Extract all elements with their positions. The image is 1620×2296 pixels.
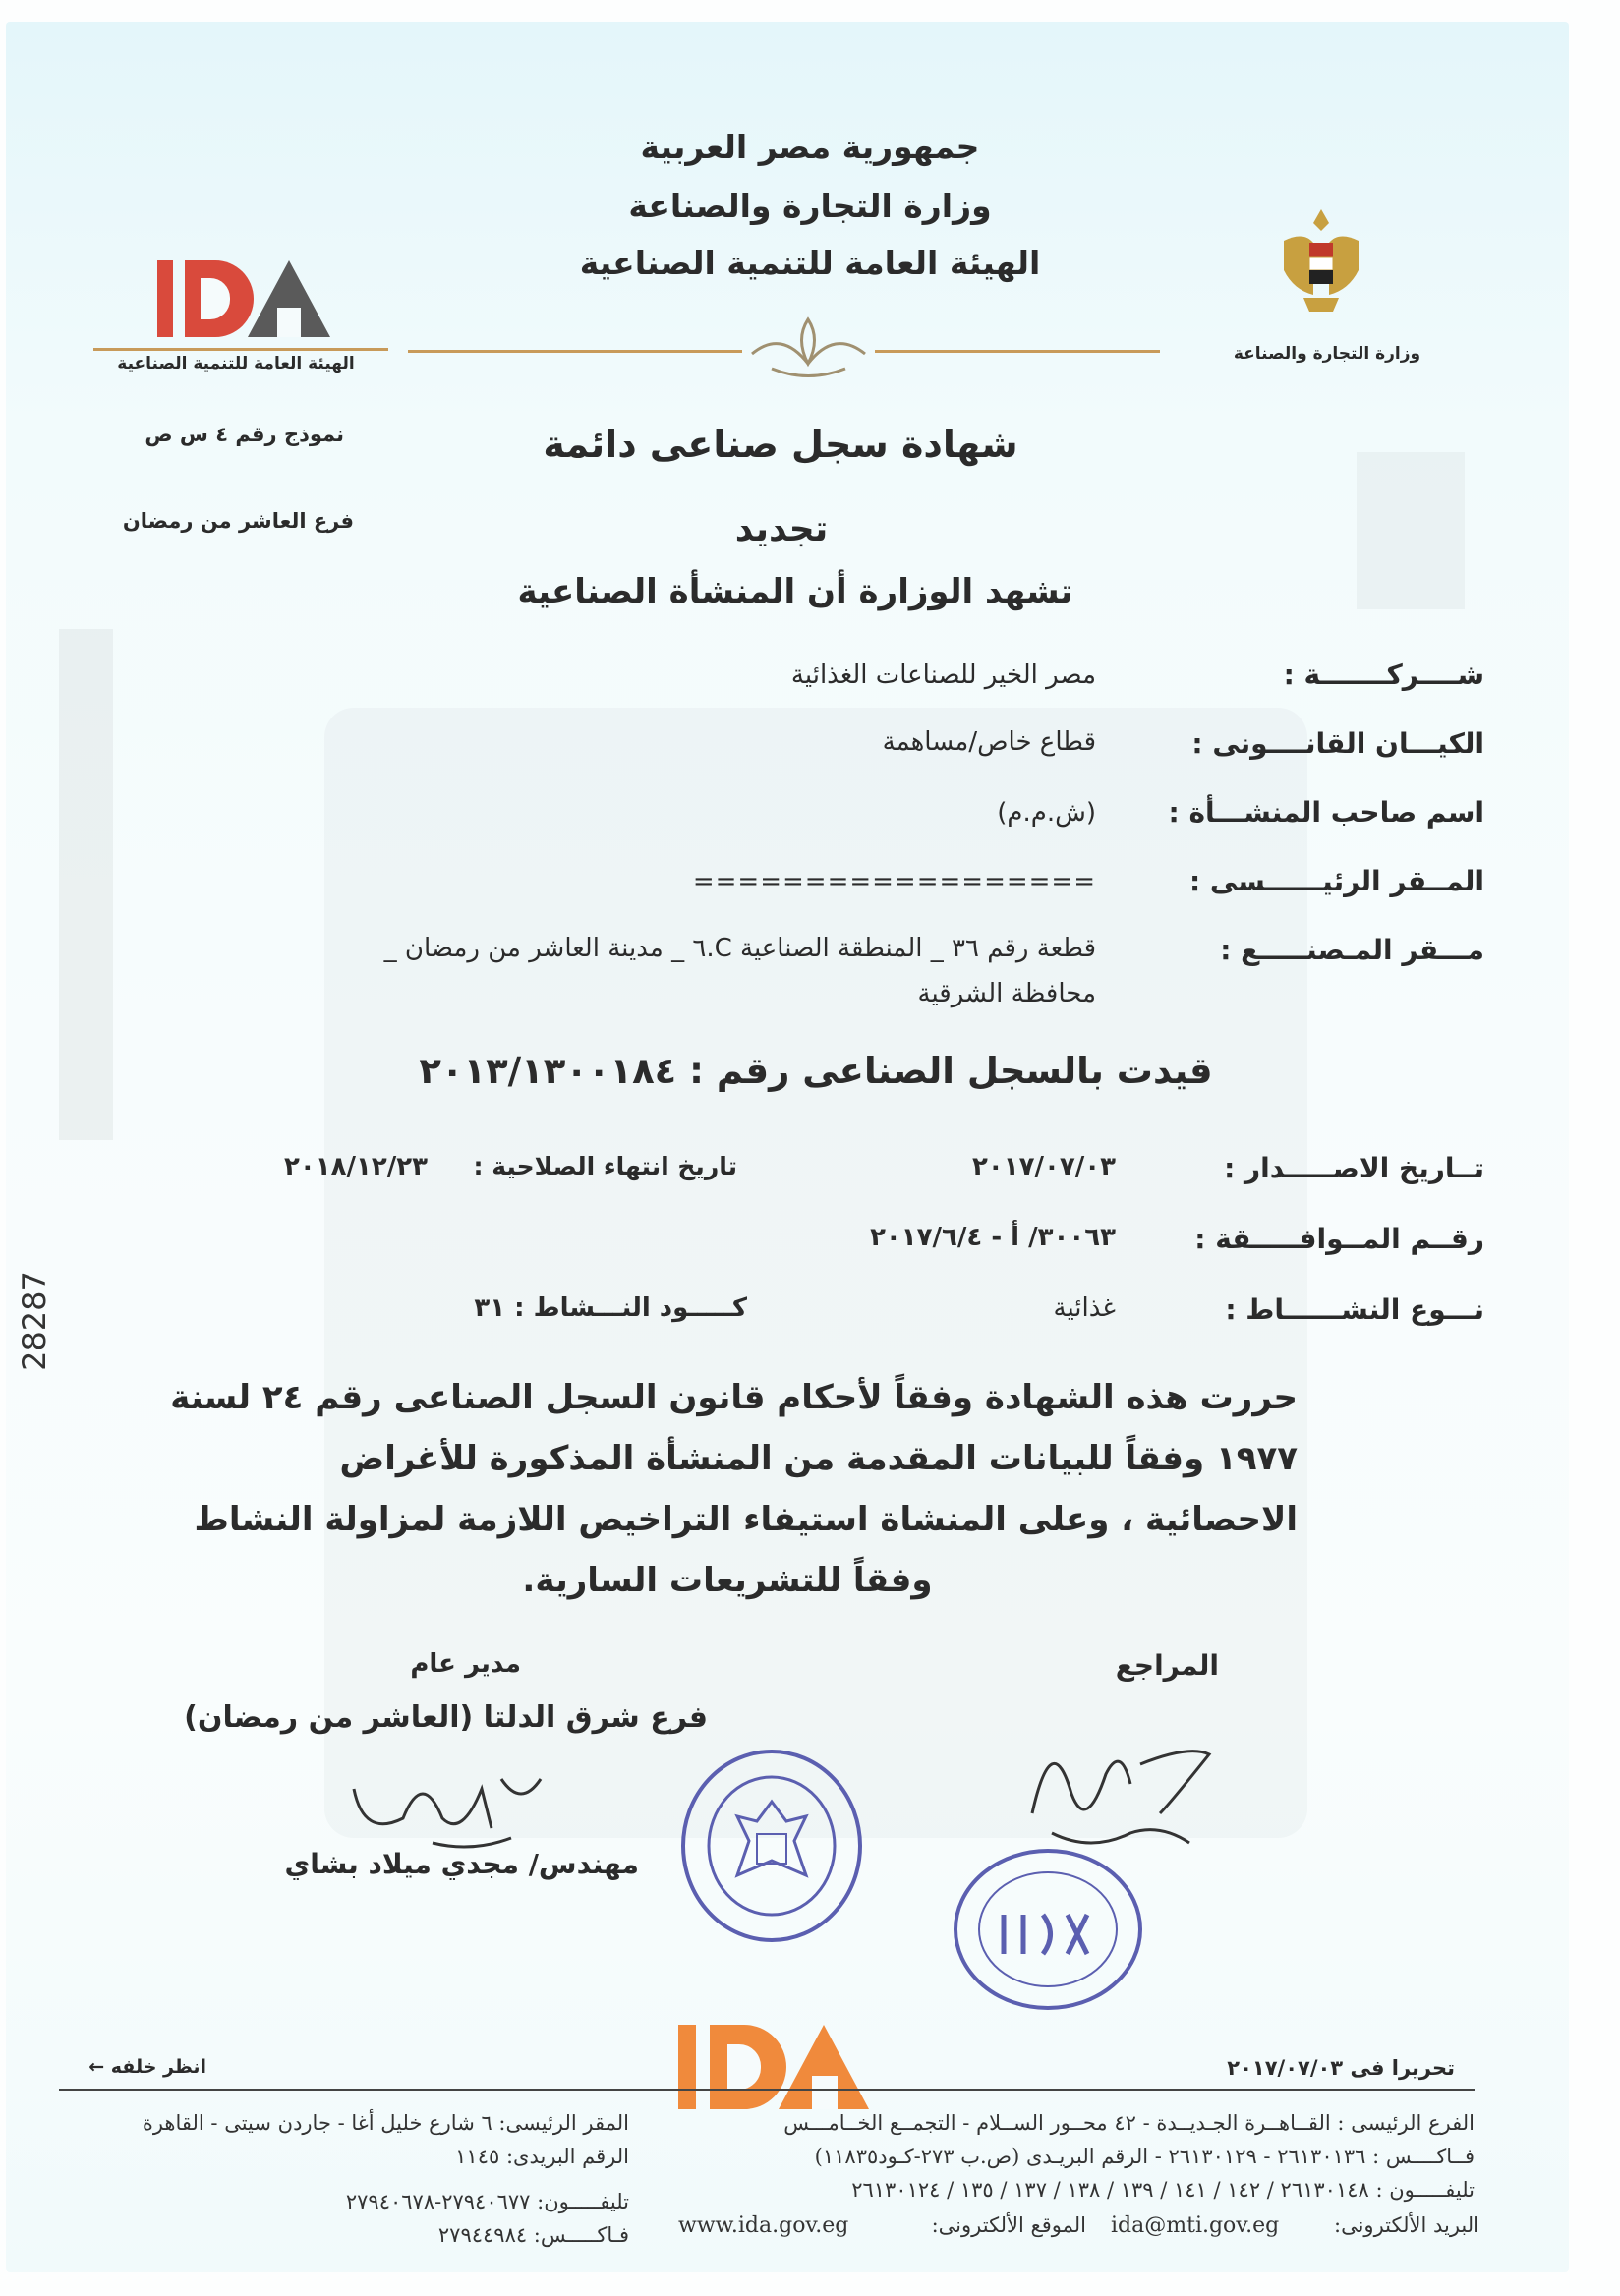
round-stamp-icon [950, 1846, 1146, 2013]
watermark-strip [59, 629, 113, 1140]
body-line-4: وفقاً للتشريعات السارية. [522, 1561, 933, 1600]
owner-value: (ش.م.م) [997, 798, 1096, 828]
hq-label: المــقر الرئيــــــسى : [1188, 865, 1484, 897]
branch-name: فرع العاشر من رمضان [122, 509, 354, 533]
registration-number: قيدت بالسجل الصناعى رقم : ٢٠١٣/١٣٠٠١٨٤ [419, 1050, 1213, 1092]
ida-logo-rule [93, 348, 388, 351]
footer-website[interactable]: www.ida.gov.eg [678, 2213, 849, 2238]
expiry-date-value: ٢٠١٨/١٢/٢٣ [284, 1152, 428, 1181]
manager-name: مهندس/ مجدي ميلاد بشاي [284, 1848, 639, 1880]
footer-rule [59, 2089, 1475, 2091]
ida-caption: الهيئة العامة للتنمية الصناعية [117, 354, 355, 373]
issue-date-label: تــاريخ الاصـــــدار : [1224, 1152, 1484, 1184]
footer-address-right: الفرع الرئيسى : القــاهــرة الجـديــدة - ٤٢ محــور الســلام - التجمــع الخــامـــس [783, 2111, 1475, 2135]
activity-code: كـــــود النـــشاط : ٣١ [474, 1293, 747, 1323]
footer-email-label: البريد الألكترونى: [1334, 2213, 1479, 2237]
reviewer-title: المراجع [1115, 1649, 1219, 1682]
footer-phone-right: تليفـــــون : ٢٦١٣٠١٤٨ / ١٤٢ / ١٤١ / ١٣٩ / ١٣٨ / ١٣٧ / ١٣٥ / ٢٦١٣٠١٢٤ [851, 2178, 1475, 2202]
header-line-1: جمهورية مصر العربية [640, 128, 980, 166]
approval-label: رقــم المــوافـــــقة : [1194, 1223, 1484, 1255]
ida-logo-top [157, 251, 334, 349]
certificate-intro: تشهد الوزارة أن المنشأة الصناعية [517, 572, 1073, 611]
body-line-1: حررت هذه الشهادة وفقاً لأحكام قانون السجل الصناعى رقم ٢٤ لسنة [170, 1378, 1298, 1417]
divider-right [875, 350, 1160, 353]
dated-note: تحريرا فى ٢٠١٧/٠٧/٠٣ [1227, 2056, 1455, 2080]
owner-label: اسم صاحب المنشـــأة : [1168, 796, 1484, 829]
issue-date-value: ٢٠١٧/٠٧/٠٣ [972, 1152, 1116, 1181]
legal-entity-label: الكيـــان القانــــونى : [1191, 727, 1484, 760]
body-line-2: ١٩٧٧ وفقاً للبيانات المقدمة من المنشأة المذكورة للأغراض [339, 1439, 1298, 1478]
footer-email[interactable]: ida@mti.gov.eg [1111, 2213, 1280, 2238]
manager-title: مدير عام [410, 1649, 521, 1679]
approval-value: ٣٠٠٦٣/ أ - ٢٠١٧/٦/٤ [870, 1223, 1116, 1252]
ornament-icon [742, 315, 875, 383]
watermark-corner [1357, 452, 1465, 609]
footer-address-left: المقر الرئيسى: ٦ شارع خليل أغا - جاردن سيتى - القاهرة [142, 2111, 629, 2135]
footer-website-label: الموقع الألكترونى: [931, 2213, 1086, 2237]
ida-logo-bottom [678, 2013, 875, 2121]
activity-label: نـــوع النشــــــاط : [1225, 1293, 1484, 1326]
manager-branch: فرع شرق الدلتا (العاشر من رمضان) [184, 1700, 708, 1735]
body-line-3: الاحصائية ، وعلى المنشاة استيفاء التراخيص اللازمة لمزاولة النشاط [194, 1500, 1298, 1539]
company-value: مصر الخير للصناعات الغذائية [790, 660, 1096, 690]
hq-value: ================== [692, 867, 1096, 896]
header-line-3: الهيئة العامة للتنمية الصناعية [579, 244, 1041, 282]
footer-postal-left: الرقم البريدى: ١١٤٥ [455, 2145, 629, 2168]
expiry-date-label: تاريخ انتهاء الصلاحية : [473, 1152, 737, 1180]
certificate-title: شهادة سجل صناعى دائمة [543, 423, 1018, 466]
form-code: نموذج رقم ٤ س ص [145, 423, 344, 446]
serial-number: 28287 [16, 1271, 53, 1371]
certificate-subtitle: تجديد [734, 509, 829, 549]
factory-label: مـــقر المـصنـــــع : [1220, 934, 1484, 966]
company-label: شــــركـــــــة : [1283, 659, 1484, 691]
divider-left [408, 350, 742, 353]
factory-value-line-1: قطعة رقم ٣٦ _ المنطقة الصناعية C.٦ _ مدينة العاشر من رمضان _ [383, 934, 1096, 963]
manager-signature [315, 1750, 570, 1858]
factory-value-line-2: محافظة الشرقية [917, 979, 1096, 1008]
footer-fax-left: فـاكـــــس: ٢٧٩٤٤٩٨٤ [437, 2223, 629, 2247]
see-back-note: انظر خلفه ← [88, 2056, 206, 2078]
activity-value: غذائية [1053, 1293, 1116, 1323]
header-line-2: وزارة التجارة والصناعة [628, 187, 992, 225]
footer-phone-left: تليفـــــون: ٢٧٩٤٠٦٧٧-٢٧٩٤٠٦٧٨ [345, 2190, 629, 2213]
reviewer-signature [993, 1686, 1248, 1858]
footer-fax-right: فــاكــــس : ٢٦١٣٠١٣٦ - ٢٦١٣٠١٢٩ - الرقم البريـدى (ص.ب ٢٧٣-كـود١١٨٣٥) [814, 2145, 1475, 2168]
legal-entity-value: قطاع خاص/مساهمة [882, 727, 1096, 757]
egypt-eagle-icon [1274, 201, 1368, 329]
seal-stamp-icon [678, 1748, 865, 1944]
ministry-caption: وزارة التجارة والصناعة [1233, 344, 1421, 364]
